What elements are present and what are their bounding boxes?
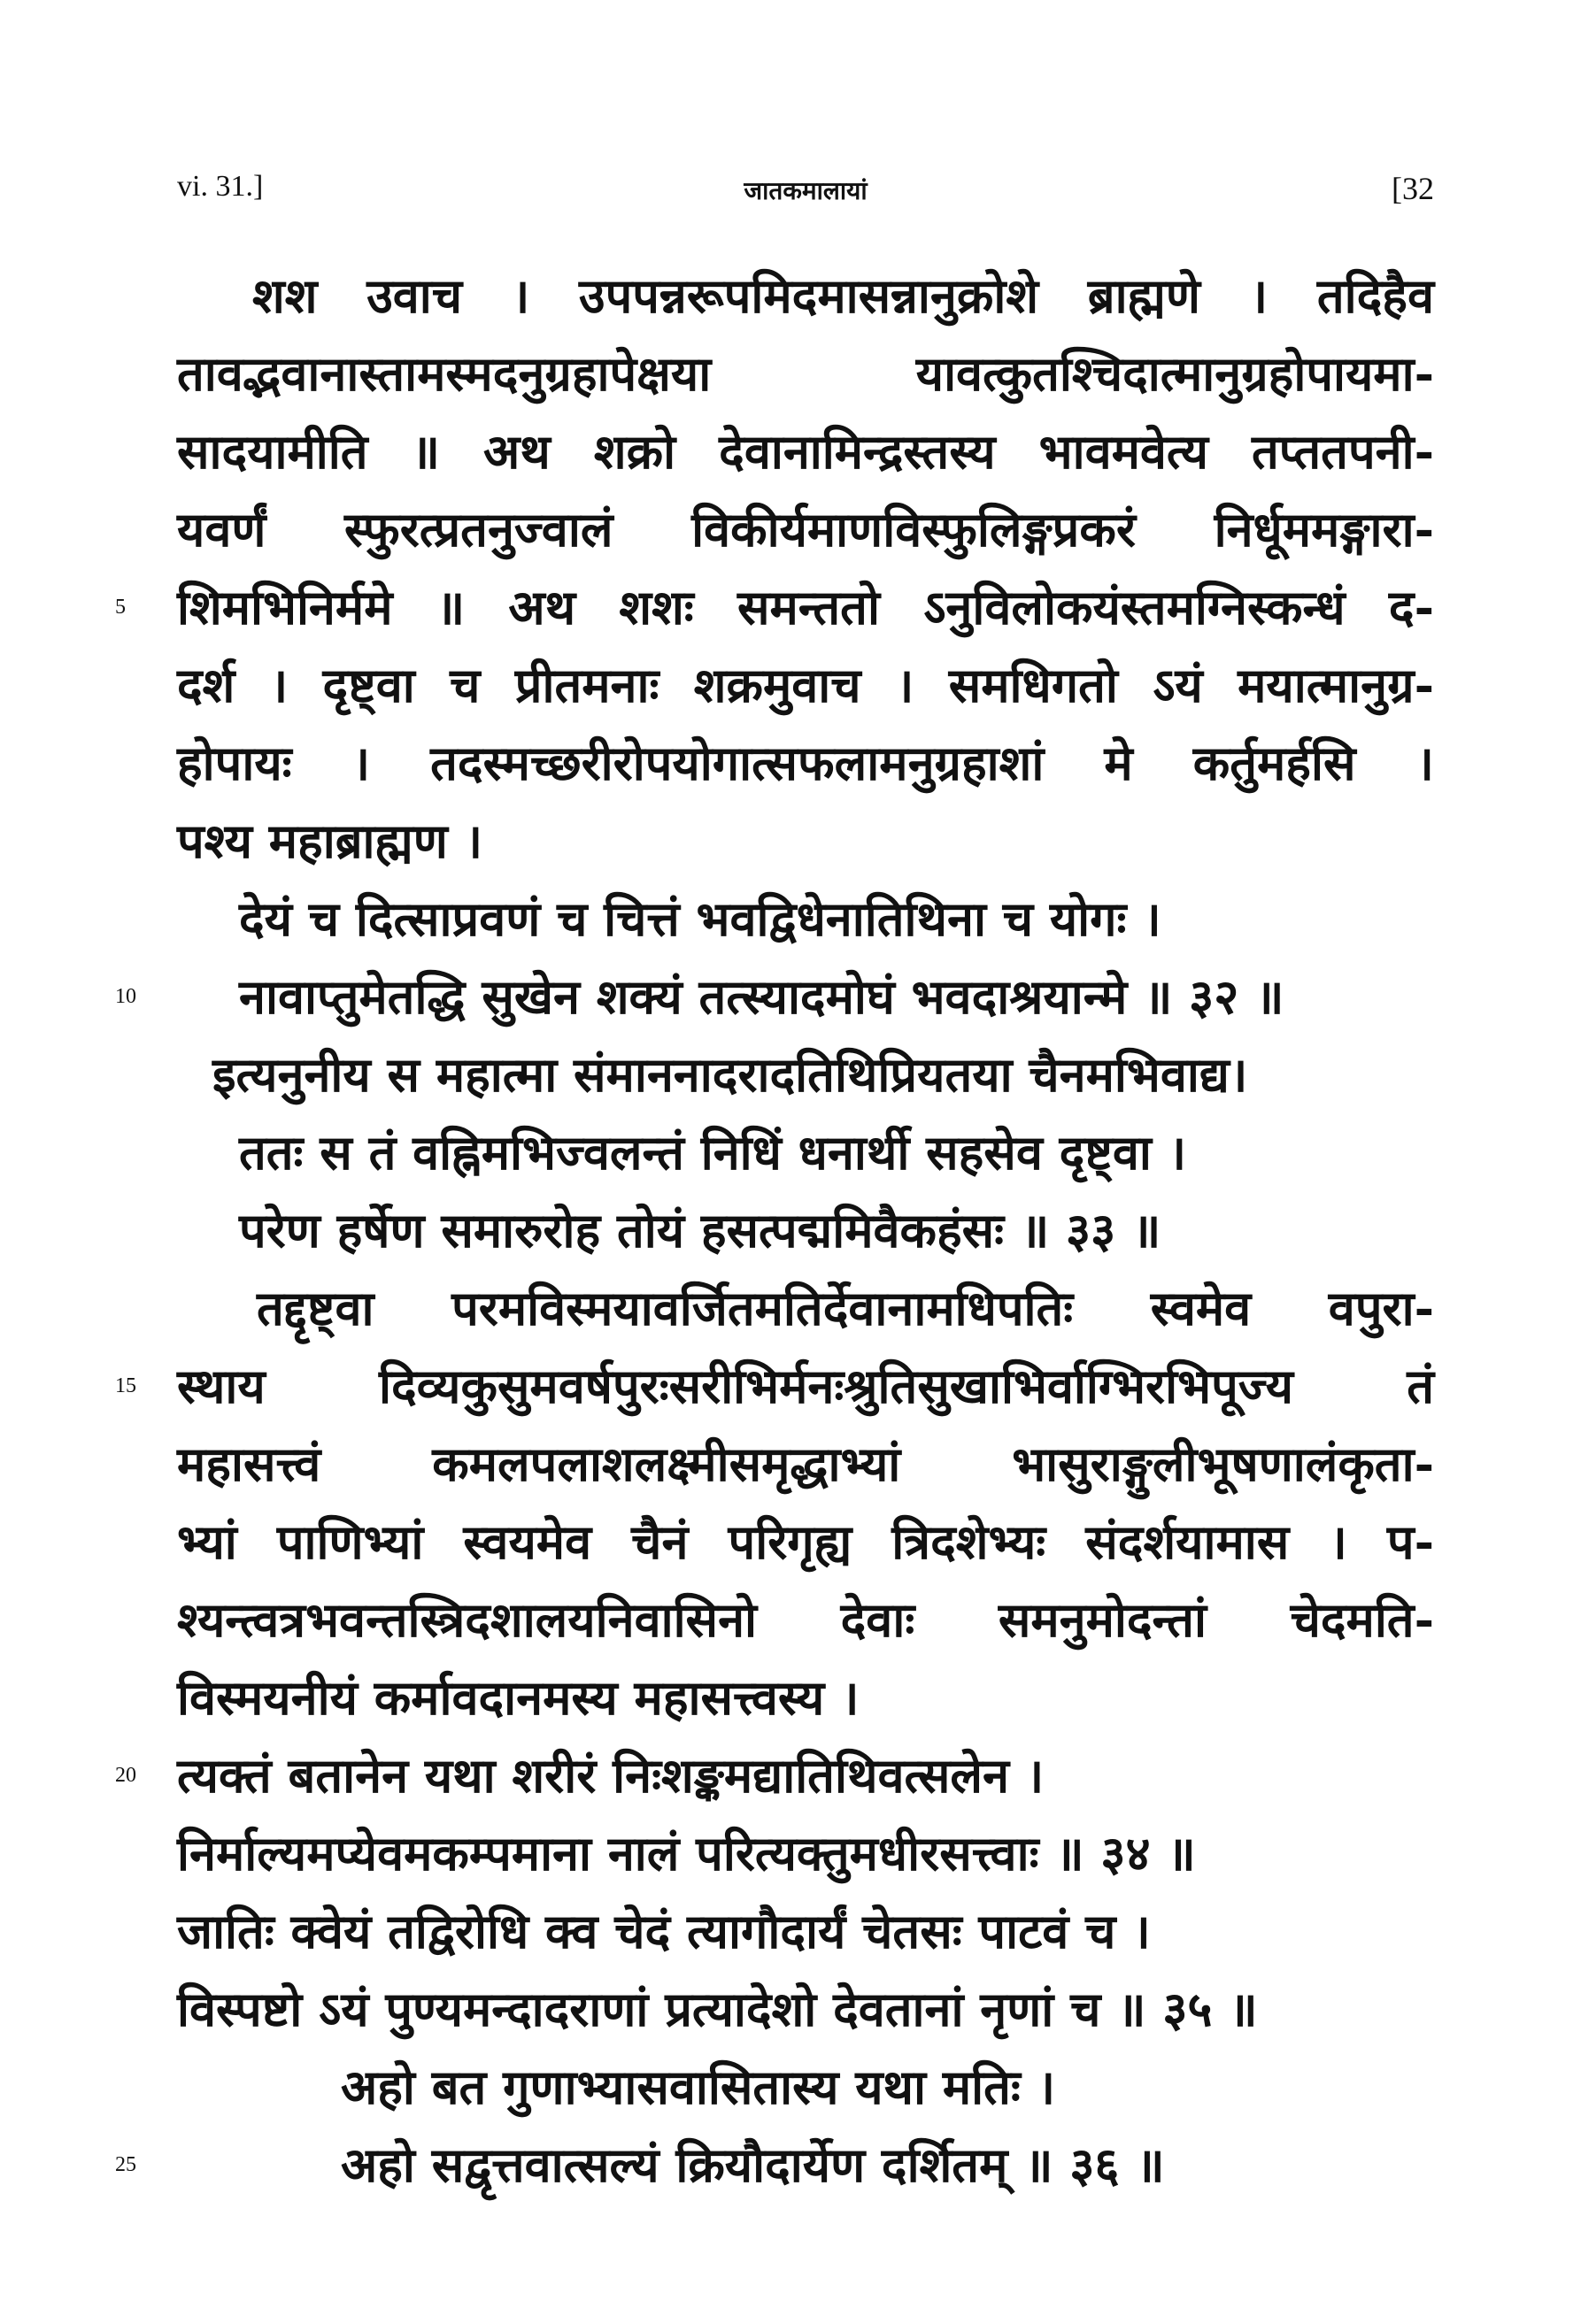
verse-line: निर्माल्यमप्येवमकम्पमाना नालं परित्यक्तुमधीरसत्त्वाः ॥ ३४ ॥ — [177, 1825, 1196, 1882]
verse-line: 20 त्यक्तं बतानेन यथा शरीरं निःशङ्कमद्यातिथिवत्सलेन । — [0, 1736, 1581, 1814]
book-title: जातकमालायां — [744, 176, 868, 205]
text-line: दर्श । दृष्ट्वा च प्रीतमनाः शक्रमुवाच । समधिगतो ऽयं मयात्मानुग्र- — [177, 657, 1434, 713]
line-number: 10 — [115, 985, 136, 1008]
verse-line: 10 नावाप्तुमेतद्धि सुखेन शक्यं तत्स्यादमोघं भवदाश्रयान्मे ॥ ३२ ॥ — [0, 958, 1581, 1035]
verse-line: जातिः क्वेयं तद्विरोधि क्व चेदं त्यागौदार्यं चेतसः पाटवं च । — [177, 1903, 1151, 1959]
verse-line: 25 अहो सद्वृत्तवात्सल्यं क्रियौदार्येण दर्शितम् ॥ ३६ ॥ — [0, 2126, 1581, 2204]
line-number: 20 — [115, 1764, 136, 1787]
line-number: 5 — [115, 596, 126, 619]
line-number: 25 — [115, 2153, 136, 2176]
line-number: 15 — [115, 1374, 136, 1397]
page-number: [32 — [1392, 171, 1434, 206]
text-line: शश उवाच । उपपन्नरूपमिदमासन्नानुक्रोशे ब्राह्मणे । तदिहैव — [252, 267, 1434, 324]
verse-line: ततः स तं वह्निमभिज्वलन्तं निधिं धनार्थी सहसेव दृष्ट्वा । — [239, 1124, 1187, 1181]
text-line: विस्मयनीयं कर्मावदानमस्य महासत्त्वस्य । — [177, 1669, 860, 1726]
text-line: तद्दृष्ट्वा परमविस्मयावर्जितमतिर्देवानामधिपतिः स्वमेव वपुरा- — [257, 1280, 1434, 1336]
section-reference: vi. 31.] — [177, 170, 264, 203]
text-line: पश्य महाब्राह्मण । — [177, 812, 483, 869]
text-line: महासत्त्वं कमलपलाशलक्ष्मीसमृद्धाभ्यां भासुराङ्गुलीभूषणालंकृता- — [177, 1435, 1434, 1492]
body-text — [0, 257, 1581, 2204]
verse-line: देयं च दित्साप्रवणं च चित्तं भवद्विधेनातिथिना च योगः । — [239, 890, 1161, 947]
running-head — [177, 170, 1434, 223]
text-line: भ्यां पाणिभ्यां स्वयमेव चैनं परिगृह्य त्रिदशेभ्यः संदर्शयामास । प- — [177, 1513, 1434, 1570]
text-line: सादयामीति ॥ अथ शक्रो देवानामिन्द्रस्तस्य भावमवेत्य तप्ततपनी- — [177, 423, 1434, 480]
verse-line: विस्पष्टो ऽयं पुण्यमन्दादराणां प्रत्यादेशो देवतानां नृणां च ॥ ३५ ॥ — [177, 1981, 1258, 2037]
text-line: होपायः । तदस्मच्छरीरोपयोगात्सफलामनुग्रहाशां मे कर्तुमर्हसि । — [177, 735, 1434, 791]
text-line: यवर्णं स्फुरत्प्रतनुज्वालं विकीर्यमाणविस्फुलिङ्गप्रकरं निर्धूममङ्गारा- — [177, 501, 1434, 558]
text-line: श्यन्त्वत्रभवन्तस्त्रिदशालयनिवासिनो देवाः समनुमोदन्तां चेदमति- — [177, 1591, 1434, 1648]
verse-line: परेण हर्षेण समारुरोह तोयं हसत्पद्ममिवैकहंसः ॥ ३३ ॥ — [239, 1202, 1161, 1258]
text-line: 5 शिमभिनिर्ममे ॥ अथ शशः समन्ततो ऽनुविलोकयंस्तमग्निस्कन्धं द- — [0, 568, 1581, 646]
text-line: 15 स्थाय दिव्यकुसुमवर्षपुरःसरीभिर्मनःश्रुतिसुखाभिर्वाग्भिरभिपूज्य तं — [0, 1347, 1581, 1425]
verse-line: इत्यनुनीय स महात्मा संमाननादरादतिथिप्रियतया चैनमभिवाद्य। — [212, 1046, 1248, 1103]
verse-line: अहो बत गुणाभ्यासवासितास्य यथा मतिः । — [341, 2059, 1056, 2115]
text-line: तावद्भवानास्तामस्मदनुग्रहापेक्षया यावत्कुतश्चिदात्मानुग्रहोपायमा- — [177, 345, 1434, 402]
